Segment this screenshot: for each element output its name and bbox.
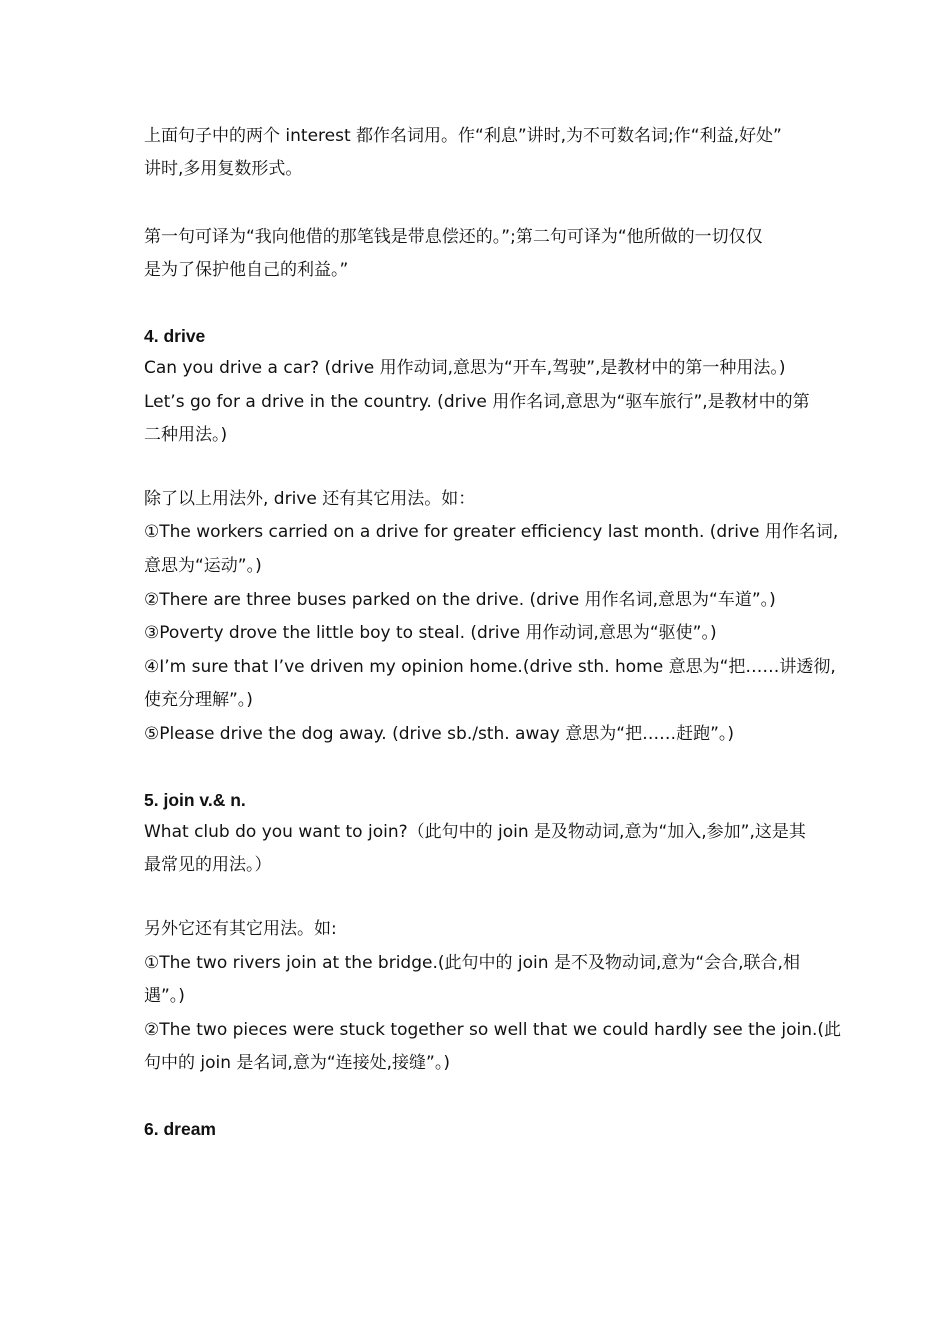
join-example-line-1: What club do you want to join?（此句中的 join 是及物动词,意为“加入,参加”,这是其 [144, 822, 806, 842]
paragraph-translation-line-1: 第一句可译为“我向他借的那笔钱是带息偿还的。”;第二句可译为“他所做的一切仅仅 [144, 227, 763, 247]
drive-example-2-line-2: 二种用法。) [144, 425, 228, 445]
drive-usage-1-line-2: 意思为“运动”。) [144, 556, 262, 576]
paragraph-interest-line-1: 上面句子中的两个 interest 都作名词用。作“利息”讲时,为不可数名词;作“利益,好处” [144, 126, 782, 146]
drive-example-1: Can you drive a car? (drive 用作动词,意思为“开车,驾驶”,是教材中的第一种用法。) [144, 358, 786, 378]
section-heading-drive: 4. drive [144, 326, 206, 346]
join-usage-2-line-2: 句中的 join 是名词,意为“连接处,接缝”。) [144, 1053, 450, 1073]
drive-usage-5: ⑤Please drive the dog away. (drive sb./sth. away 意思为“把……赶跑”。) [144, 724, 735, 744]
section-heading-join: 5. join v.& n. [144, 790, 246, 810]
join-usage-1-line-1: ①The two rivers join at the bridge.(此句中的 join 是不及物动词,意为“会合,联合,相 [144, 953, 800, 973]
join-usage-2-line-1: ②The two pieces were stuck together so well that we could hardly see the join.(此 [144, 1020, 842, 1040]
drive-usage-1-line-1: ①The workers carried on a drive for greater efficiency last month. (drive 用作名词, [144, 522, 839, 542]
join-other-usages-intro: 另外它还有其它用法。如: [144, 919, 337, 939]
drive-usage-4-line-1: ④I’m sure that I’ve driven my opinion home.(drive sth. home 意思为“把……讲透彻, [144, 657, 836, 677]
drive-other-usages-intro: 除了以上用法外, drive 还有其它用法。如： [144, 489, 476, 509]
paragraph-translation-line-2: 是为了保护他自己的利益。” [144, 260, 349, 280]
paragraph-interest-line-2: 讲时,多用复数形式。 [144, 159, 303, 179]
join-example-line-2: 最常见的用法。） [144, 855, 272, 875]
join-usage-1-line-2: 遇”。) [144, 986, 185, 1006]
section-heading-dream: 6. dream [144, 1119, 216, 1139]
drive-usage-2: ②There are three buses parked on the drive. (drive 用作名词,意思为“车道”。) [144, 590, 776, 610]
drive-usage-3: ③Poverty drove the little boy to steal. (drive 用作动词,意思为“驱使”。) [144, 623, 717, 643]
drive-usage-4-line-2: 使充分理解”。) [144, 690, 253, 710]
drive-example-2-line-1: Let’s go for a drive in the country. (drive 用作名词,意思为“驱车旅行”,是教材中的第 [144, 392, 810, 412]
